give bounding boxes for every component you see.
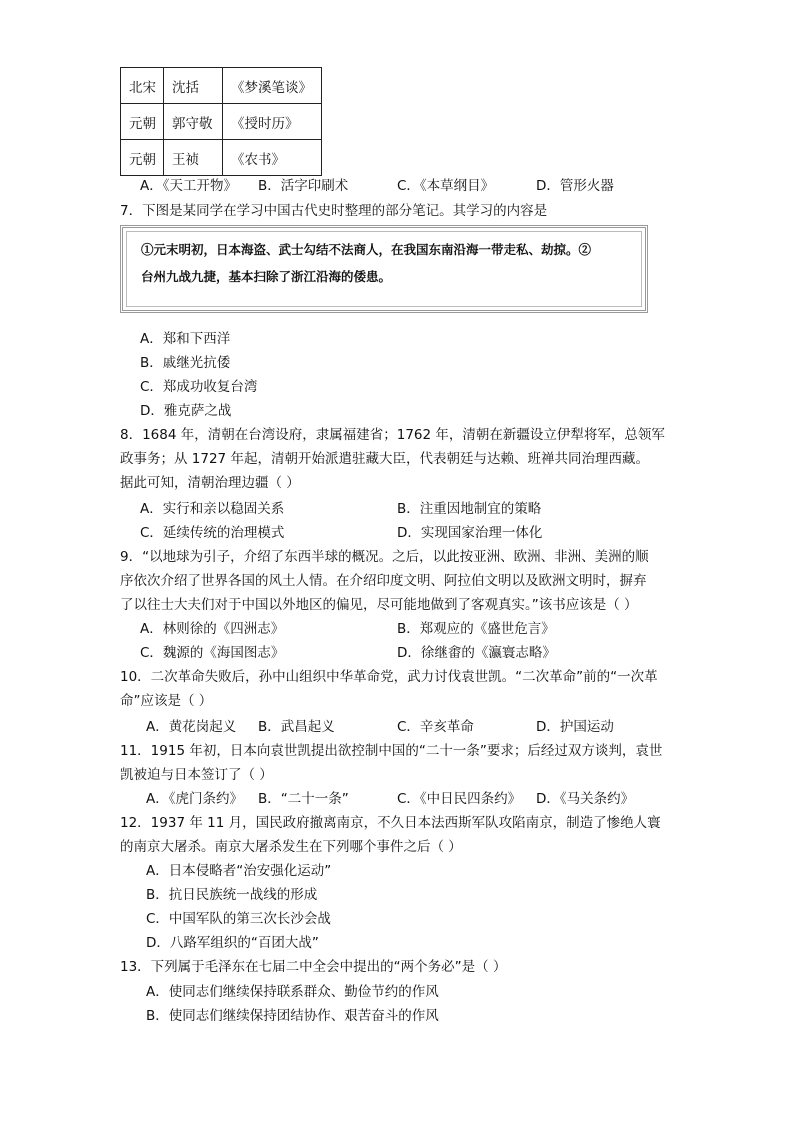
q12-line: 的南京大屠杀。南京大屠杀发生在下列哪个事件之后（ ） bbox=[120, 839, 462, 855]
table-cell: 《授时历》 bbox=[223, 104, 322, 140]
table-cell: 《梦溪笔谈》 bbox=[223, 68, 322, 104]
q11-option-a: A．《虎门条约》 bbox=[146, 791, 243, 807]
q11-line: 凯被迫与日本签订了（ ） bbox=[120, 767, 273, 783]
table-cell: 沈括 bbox=[164, 68, 223, 104]
q10-option-d: D．护国运动 bbox=[536, 719, 614, 735]
table-row bbox=[121, 104, 322, 140]
q13-option-b: B．使同志们继续保持团结协作、艰苦奋斗的作风 bbox=[146, 1008, 439, 1024]
q7-option-c: C．郑成功收复台湾 bbox=[140, 379, 258, 395]
q9-line: 了以往士大夫们对于中国以外地区的偏见，尽可能地做到了客观真实。”该书应该是（ ） bbox=[120, 597, 638, 613]
q7-option-b: B．戚继光抗倭 bbox=[140, 355, 231, 371]
q9-option-c: C．魏源的《海国图志》 bbox=[140, 645, 285, 661]
note-box bbox=[120, 225, 648, 313]
q6-option-c: C．《本草纲目》 bbox=[397, 178, 495, 194]
table-cell: 郭守敬 bbox=[164, 104, 223, 140]
note-box-inner bbox=[126, 231, 642, 307]
table-cell: 北宋 bbox=[121, 68, 164, 104]
table-row bbox=[121, 140, 322, 176]
table-row bbox=[121, 68, 322, 104]
q7-stem: 7．下图是某同学在学习中国古代史时整理的部分笔记。其学习的内容是 bbox=[120, 203, 548, 219]
q8-line: 8．1684 年，清朝在台湾设府，隶属福建省；1762 年，清朝在新疆设立伊犁将军，总领军 bbox=[120, 427, 665, 443]
q7-option-a: A．郑和下西洋 bbox=[140, 331, 231, 347]
table-cell: 《农书》 bbox=[223, 140, 322, 176]
q12-line: 12．1937 年 11 月，国民政府撤离南京，不久日本法西斯军队攻陷南京，制造了惨绝人寰 bbox=[120, 815, 661, 831]
q8-line: 政事务；从 1727 年起，清朝开始派遣驻藏大臣，代表朝廷与达赖、班禅共同治理西藏。 bbox=[120, 451, 649, 467]
q9-line: 序依次介绍了世界各国的风土人情。在介绍印度文明、阿拉伯文明以及欧洲文明时，摒弃 bbox=[120, 573, 647, 589]
q8-line: 据此可知，清朝治理边疆（ ） bbox=[120, 475, 300, 491]
q12-option-a: A．日本侵略者“治安强化运动” bbox=[146, 863, 332, 879]
q8-option-b: B．注重因地制宜的策略 bbox=[397, 501, 542, 517]
q11-option-c: C．《中日民四条约》 bbox=[397, 791, 522, 807]
q6-option-a: A．《天工开物》 bbox=[140, 178, 237, 194]
q12-option-d: D．八路军组织的“百团大战” bbox=[146, 935, 319, 951]
q9-option-b: B．郑观应的《盛世危言》 bbox=[397, 621, 555, 637]
table-cell: 元朝 bbox=[121, 104, 164, 140]
q13-option-a: A．使同志们继续保持联系群众、勤俭节约的作风 bbox=[146, 984, 439, 1000]
q8-option-a: A．实行和亲以稳固关系 bbox=[140, 501, 285, 517]
q12-option-b: B．抗日民族统一战线的形成 bbox=[146, 887, 318, 903]
q9-line: 9．“以地球为引子，介绍了东西半球的概况。之后，以此按亚洲、欧洲、非洲、美洲的顺 bbox=[120, 549, 649, 565]
q6-option-b: B．活字印刷术 bbox=[258, 178, 349, 194]
q10-line: 10．二次革命失败后，孙中山组织中华革命党，武力讨伐袁世凯。“二次革命”前的“一次革 bbox=[120, 669, 658, 685]
table-cell: 王祯 bbox=[164, 140, 223, 176]
q10-option-a: A．黄花岗起义 bbox=[146, 719, 237, 735]
q8-option-d: D．实现国家治理一体化 bbox=[397, 525, 543, 541]
q9-option-d: D．徐继畬的《瀛寰志略》 bbox=[397, 645, 556, 661]
note-line: ①元末明初，日本海盗、武士勾结不法商人，在我国东南沿海一带走私、劫掠。② bbox=[141, 242, 592, 257]
invention-table bbox=[120, 67, 322, 176]
q6-option-d: D．管形火器 bbox=[536, 178, 614, 194]
q8-option-c: C．延续传统的治理模式 bbox=[140, 525, 285, 541]
q9-option-a: A．林则徐的《四洲志》 bbox=[140, 621, 285, 637]
note-line: 台州九战九捷，基本扫除了浙江沿海的倭患。 bbox=[141, 269, 392, 284]
q10-option-b: B．武昌起义 bbox=[258, 719, 335, 735]
q12-option-c: C．中国军队的第三次长沙会战 bbox=[146, 911, 331, 927]
q10-option-c: C．辛亥革命 bbox=[397, 719, 474, 735]
table-cell: 元朝 bbox=[121, 140, 164, 176]
q10-line: 命”应该是（ ） bbox=[120, 693, 213, 709]
q11-option-d: D．《马关条约》 bbox=[536, 791, 635, 807]
q13-line: 13．下列属于毛泽东在七届二中全会中提出的“两个务必”是（ ） bbox=[120, 959, 507, 975]
q11-line: 11．1915 年初，日本向袁世凯提出欲控制中国的“二十一条”要求；后经过双方谈判，袁世 bbox=[120, 743, 663, 759]
q7-option-d: D．雅克萨之战 bbox=[140, 403, 232, 419]
q11-option-b: B．“二十一条” bbox=[258, 791, 349, 807]
